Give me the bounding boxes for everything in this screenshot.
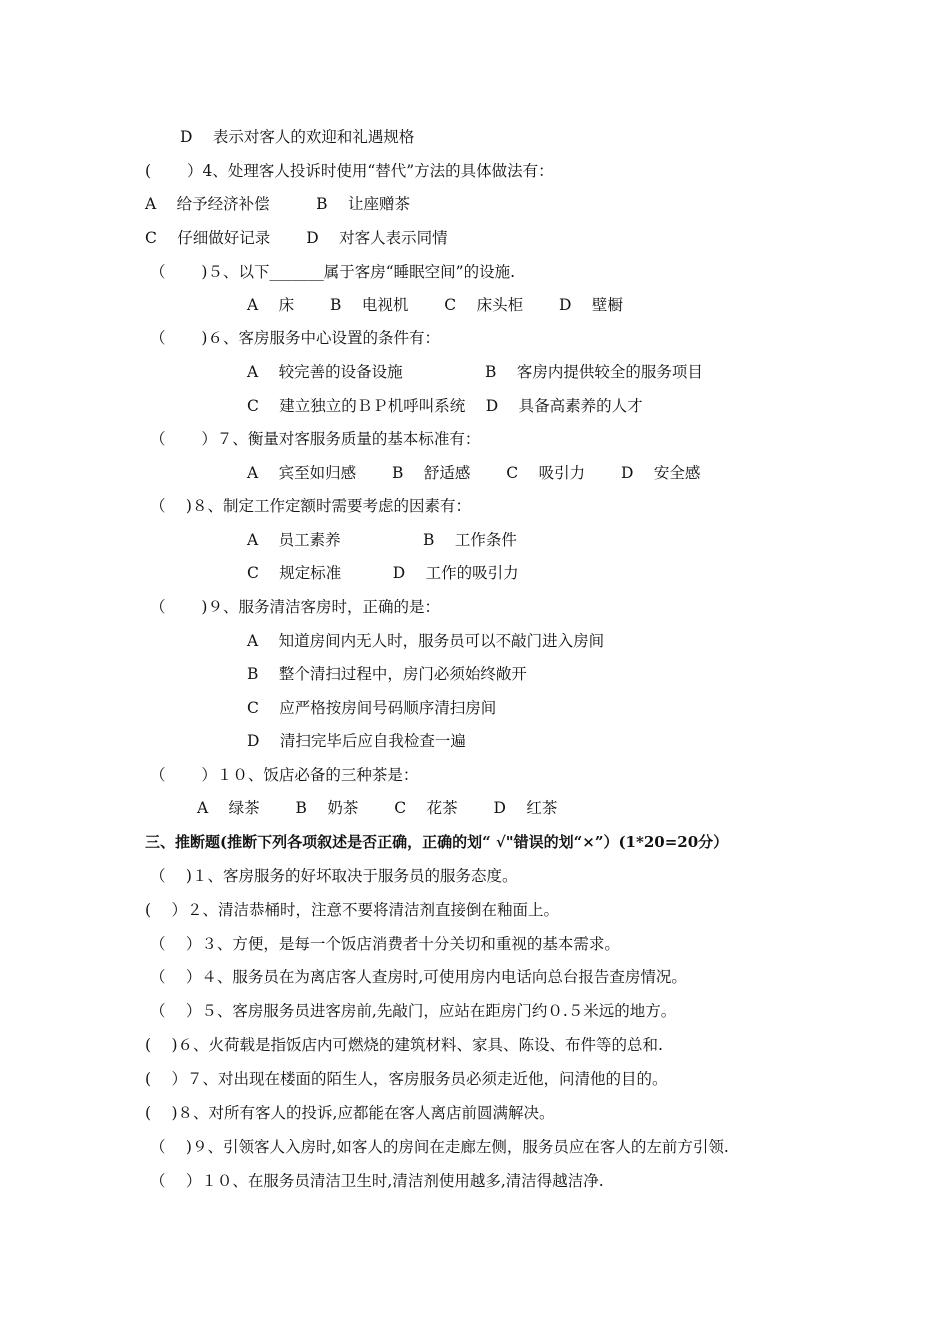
option-line: C 规定标准 D 工作的吸引力 [247,564,519,582]
option-line: C 应严格按房间号码顺序清扫房间 [247,699,497,717]
option-line: A 给予经济补偿 B 让座赠茶 [145,195,410,213]
judgment-line: （ )９、引领客人入房时,如客人的房间在走廊左侧，服务员应在客人的左前方引领. [150,1138,729,1156]
option-line: A 知道房间内无人时，服务员可以不敲门进入房间 [247,632,605,650]
option-line: C 建立独立的ＢＰ机呼叫系统 D 具备高素养的人才 [247,397,643,415]
option-line: D 表示对客人的欢迎和礼遇规格 [180,128,415,146]
judgment-line: ( )６、火荷载是指饭店内可燃烧的建筑材料、家具、陈设、布件等的总和. [145,1036,663,1054]
judgment-line: （ ）４、服务员在为离店客人查房时,可使用房内电话向总台报告查房情况。 [150,968,687,986]
option-line: C 仔细做好记录 D 对客人表示同情 [145,229,448,247]
section-heading: 三、推断题(推断下列各项叙述是否正确，正确的划“ √"错误的划“×”）(1*20=20分） [145,833,729,851]
judgment-line: ( )８、对所有客人的投诉,应都能在客人离店前圆满解决。 [145,1104,555,1122]
option-line: A 宾至如归感 B 舒适感 C 吸引力 D 安全感 [247,464,701,482]
option-line: A 绿茶 B 奶茶 C 花茶 D 红茶 [197,799,558,817]
judgment-line: ( ）７、对出现在楼面的陌生人，客房服务员必须走近他，问清他的目的。 [145,1070,668,1088]
judgment-line: （ ）１０、在服务员清洁卫生时,清洁剂使用越多,清洁得越洁净. [150,1172,604,1190]
judgment-line: （ ）５、客房服务员进客房前,先敲门，应站在距房门约０.５米远的地方。 [150,1002,677,1020]
judgment-line: （ )１、客房服务的好坏取决于服务员的服务态度。 [150,867,518,885]
question-line: （ )６、客房服务中心设置的条件有： [150,329,440,347]
judgment-line: ( ）２、清洁恭桶时，注意不要将清洁剂直接倒在釉面上。 [145,901,559,919]
question-line: （ ）７、衡量对客服务质量的基本标准有： [150,430,481,448]
question-line: ( ）4、处理客人投诉时使用“替代”方法的具体做法有： [145,162,554,180]
option-line: A 床 B 电视机 C 床头柜 D 壁橱 [247,296,623,314]
option-line: D 清扫完毕后应自我检查一遍 [247,732,466,750]
question-line: （ )５、以下_______属于客房“睡眠空间”的设施. [150,263,516,281]
question-line: （ )９、服务清洁客房时，正确的是： [150,598,440,616]
option-line: A 较完善的设备设施 B 客房内提供较全的服务项目 [247,363,703,381]
question-line: （ ）１０、饭店必备的三种茶是： [150,766,419,784]
question-line: （ )８、制定工作定额时需要考虑的因素有： [150,497,471,515]
judgment-line: （ ）３、方便，是每一个饭店消费者十分关切和重视的基本需求。 [150,935,620,953]
option-line: A 员工素养 B 工作条件 [247,531,517,549]
option-line: B 整个清扫过程中，房门必须始终敞开 [247,665,527,683]
